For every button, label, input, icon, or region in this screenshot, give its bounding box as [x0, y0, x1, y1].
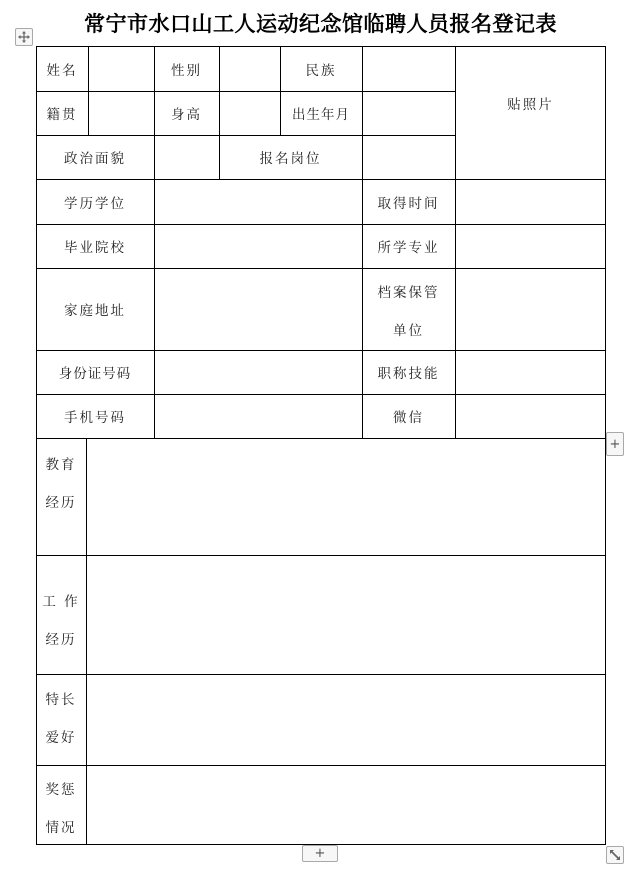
table-resize-handle[interactable]: [606, 846, 624, 864]
label-awards-line1: 奖惩: [45, 782, 77, 798]
label-position: 报名岗位: [259, 151, 322, 167]
label-work-history-line1: 工 作: [42, 594, 80, 610]
label-hobbies: [36, 681, 86, 757]
label-major: 所学专业: [377, 240, 440, 256]
label-political-status: 政治面貌: [64, 151, 126, 167]
label-archive-unit-line1: 档案保管: [377, 285, 440, 301]
label-ethnicity: 民族: [305, 62, 337, 79]
label-obtain-time: 取得时间: [377, 195, 440, 212]
mobile-field[interactable]: [155, 395, 362, 438]
label-gender: 性别: [171, 62, 202, 79]
add-row-button[interactable]: [302, 845, 338, 862]
label-height: 身高: [171, 107, 202, 123]
label-birth-date: 出生年月: [292, 107, 350, 123]
archive-unit-field[interactable]: [456, 269, 606, 350]
registration-form-table: [36, 46, 606, 845]
label-work-history-line2: 经历: [45, 632, 77, 648]
label-hobbies-line1: 特长: [45, 692, 77, 708]
work-history-field[interactable]: [87, 556, 606, 674]
label-home-address: 家庭地址: [64, 303, 126, 319]
id-number-field[interactable]: [155, 351, 362, 394]
photo-placeholder[interactable]: 贴照片: [507, 96, 554, 113]
height-field[interactable]: [220, 92, 280, 135]
label-education-degree: 学历学位: [64, 195, 126, 212]
obtain-time-field[interactable]: [456, 180, 606, 224]
wechat-field[interactable]: [456, 395, 606, 438]
title-skill-field[interactable]: [456, 351, 606, 394]
label-mobile: 手机号码: [64, 410, 126, 426]
label-native-place: 籍贯: [46, 107, 78, 123]
graduate-school-field[interactable]: [155, 225, 362, 268]
education-history-field[interactable]: [87, 439, 606, 555]
label-archive-unit-line2: 单位: [393, 323, 424, 339]
label-education-history: [36, 446, 86, 522]
plus-icon: +: [609, 436, 621, 452]
major-field[interactable]: [456, 225, 606, 268]
label-awards: [36, 771, 86, 847]
label-work-history: [36, 583, 86, 659]
label-wechat: 微信: [393, 410, 424, 426]
label-graduate-school: 毕业院校: [64, 240, 126, 256]
native-place-field[interactable]: [89, 92, 154, 135]
position-field[interactable]: [363, 136, 455, 179]
gender-field[interactable]: [220, 47, 280, 91]
hobbies-field[interactable]: [87, 675, 606, 765]
table-move-handle[interactable]: [15, 28, 33, 46]
move-arrows-icon: [18, 31, 30, 43]
label-hobbies-line2: 爱好: [45, 730, 77, 746]
education-degree-field[interactable]: [155, 180, 362, 224]
add-column-button[interactable]: [606, 432, 624, 456]
label-awards-line2: 情况: [45, 820, 77, 836]
plus-icon: +: [314, 846, 326, 861]
label-education-history-line2: 经历: [45, 495, 77, 511]
political-status-field[interactable]: [155, 136, 219, 179]
label-name: 姓名: [46, 62, 78, 79]
awards-field[interactable]: [87, 766, 606, 844]
resize-diagonal-icon: [609, 849, 621, 861]
name-field[interactable]: [89, 47, 154, 91]
label-title-skill: 职称技能: [377, 366, 440, 382]
label-archive-unit: [362, 274, 455, 350]
birth-date-field[interactable]: [363, 92, 455, 135]
home-address-field[interactable]: [155, 269, 362, 350]
ethnicity-field[interactable]: [363, 47, 455, 91]
label-id-number: 身份证号码: [58, 366, 132, 382]
label-education-history-line1: 教育: [45, 457, 77, 473]
form-title: 常宁市水口山工人运动纪念馆临聘人员报名登记表: [84, 11, 557, 36]
